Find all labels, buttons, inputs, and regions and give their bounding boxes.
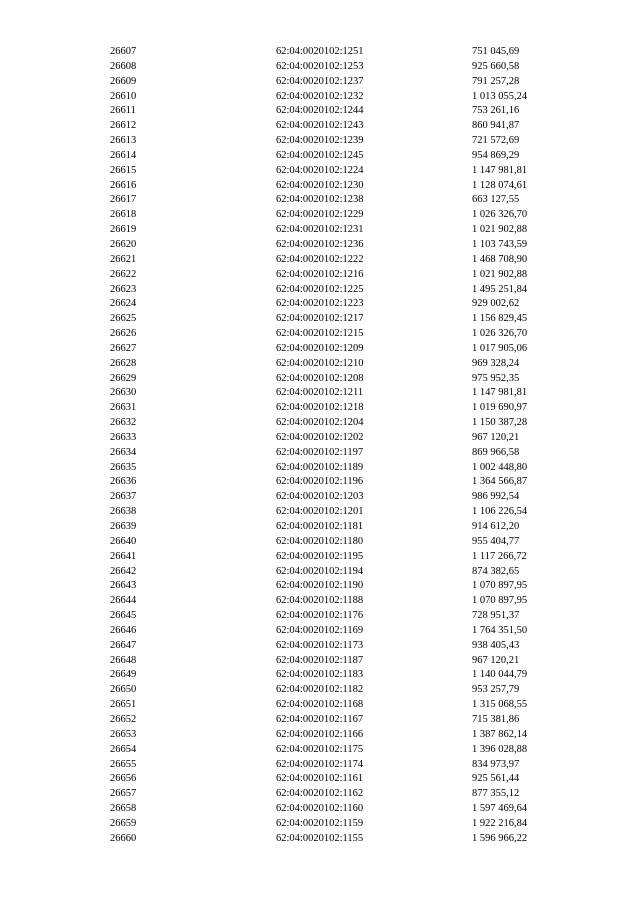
cadastral-value: 953 257,79 xyxy=(472,684,520,696)
cadastral-value: 751 045,69 xyxy=(472,46,520,57)
cadastral-value: 834 973,97 xyxy=(472,758,520,770)
table-row xyxy=(0,624,640,639)
cadastral-value: 925 561,44 xyxy=(472,773,520,785)
cadastral-value: 1 070 897,95 xyxy=(472,595,528,607)
cadastral-value: 715 381,86 xyxy=(472,713,520,725)
cadastral-number: 62:04:0020102:1162 xyxy=(276,788,364,800)
cadastral-value: 869 966,58 xyxy=(472,446,520,458)
cadastral-number: 62:04:0020102:1224 xyxy=(276,164,364,176)
row-number: 26644 xyxy=(110,595,137,607)
cadastral-value: 929 002,62 xyxy=(472,298,520,310)
cadastral-number: 62:04:0020102:1204 xyxy=(276,417,364,429)
row-number: 26657 xyxy=(110,788,137,800)
cadastral-number: 62:04:0020102:1173 xyxy=(276,639,364,651)
cadastral-number: 62:04:0020102:1190 xyxy=(276,580,364,592)
cadastral-number: 62:04:0020102:1244 xyxy=(276,105,364,117)
cadastral-number: 62:04:0020102:1217 xyxy=(276,313,364,325)
cadastral-value: 1 106 226,54 xyxy=(472,506,528,518)
cadastral-number: 62:04:0020102:1188 xyxy=(276,595,364,607)
cadastral-number: 62:04:0020102:1175 xyxy=(276,743,364,755)
cadastral-value: 954 869,29 xyxy=(472,149,520,161)
table-row xyxy=(0,134,640,149)
cadastral-value: 975 952,35 xyxy=(472,372,520,384)
table-row xyxy=(0,342,640,357)
cadastral-number: 62:04:0020102:1229 xyxy=(276,209,364,221)
row-number: 26633 xyxy=(110,431,137,443)
row-number: 26660 xyxy=(110,832,137,844)
table-row xyxy=(0,461,640,476)
cadastral-value: 1 021 902,88 xyxy=(472,268,528,280)
table-row xyxy=(0,668,640,683)
row-number: 26611 xyxy=(110,105,136,117)
table-row xyxy=(0,728,640,743)
row-number: 26637 xyxy=(110,491,137,503)
cadastral-value: 1 147 981,81 xyxy=(472,164,528,176)
row-number: 26620 xyxy=(110,238,137,250)
cadastral-value: 1 764 351,50 xyxy=(472,624,528,636)
cadastral-number: 62:04:0020102:1161 xyxy=(276,773,364,785)
cadastral-value: 1 150 387,28 xyxy=(472,417,528,429)
table-row xyxy=(0,505,640,520)
row-number: 26615 xyxy=(110,164,137,176)
cadastral-number: 62:04:0020102:1230 xyxy=(276,179,364,191)
table-row xyxy=(0,475,640,490)
cadastral-number: 62:04:0020102:1174 xyxy=(276,758,364,770)
row-number: 26607 xyxy=(110,46,137,57)
row-number: 26623 xyxy=(110,283,137,295)
table-row xyxy=(0,179,640,194)
cadastral-number: 62:04:0020102:1182 xyxy=(276,684,364,696)
cadastral-value: 721 572,69 xyxy=(472,135,520,147)
row-number: 26626 xyxy=(110,328,137,340)
cadastral-value: 967 120,21 xyxy=(472,654,520,666)
cadastral-value: 1 026 326,70 xyxy=(472,209,528,221)
table-row xyxy=(0,119,640,134)
row-number: 26629 xyxy=(110,372,137,384)
cadastral-number: 62:04:0020102:1237 xyxy=(276,75,364,87)
row-number: 26622 xyxy=(110,268,137,280)
cadastral-number: 62:04:0020102:1169 xyxy=(276,624,364,636)
cadastral-number: 62:04:0020102:1232 xyxy=(276,90,364,102)
table-row xyxy=(0,238,640,253)
table-row xyxy=(0,357,640,372)
table-row xyxy=(0,164,640,179)
cadastral-number: 62:04:0020102:1245 xyxy=(276,149,364,161)
cadastral-value: 1 117 266,72 xyxy=(472,550,527,562)
row-number: 26618 xyxy=(110,209,137,221)
row-number: 26614 xyxy=(110,149,137,161)
row-number: 26653 xyxy=(110,728,137,740)
row-number: 26609 xyxy=(110,75,137,87)
cadastral-value: 860 941,87 xyxy=(472,120,520,132)
cadastral-number: 62:04:0020102:1196 xyxy=(276,476,364,488)
row-number: 26649 xyxy=(110,669,137,681)
cadastral-value: 1 026 326,70 xyxy=(472,328,528,340)
table-row xyxy=(0,772,640,787)
row-number: 26625 xyxy=(110,313,137,325)
row-number: 26654 xyxy=(110,743,137,755)
cadastral-number: 62:04:0020102:1222 xyxy=(276,253,364,265)
cadastral-value: 1 147 981,81 xyxy=(472,387,528,399)
cadastral-number: 62:04:0020102:1159 xyxy=(276,817,364,829)
table-row xyxy=(0,149,640,164)
cadastral-value: 1 364 566,87 xyxy=(472,476,528,488)
cadastral-number: 62:04:0020102:1209 xyxy=(276,342,364,354)
row-number: 26612 xyxy=(110,120,137,132)
cadastral-number: 62:04:0020102:1253 xyxy=(276,60,364,72)
cadastral-number: 62:04:0020102:1194 xyxy=(276,565,364,577)
table-row xyxy=(0,312,640,327)
cadastral-number: 62:04:0020102:1236 xyxy=(276,238,364,250)
row-number: 26634 xyxy=(110,446,137,458)
cadastral-number: 62:04:0020102:1225 xyxy=(276,283,364,295)
row-number: 26617 xyxy=(110,194,137,206)
row-number: 26650 xyxy=(110,684,137,696)
row-number: 26656 xyxy=(110,773,137,785)
cadastral-value: 1 315 068,55 xyxy=(472,699,528,711)
row-number: 26648 xyxy=(110,654,137,666)
row-number: 26608 xyxy=(110,60,137,72)
cadastral-value: 938 405,43 xyxy=(472,639,520,651)
cadastral-value: 1 495 251,84 xyxy=(472,283,528,295)
row-number: 26640 xyxy=(110,535,137,547)
table-row xyxy=(0,60,640,75)
document-table xyxy=(0,45,640,847)
table-row xyxy=(0,683,640,698)
table-row xyxy=(0,208,640,223)
cadastral-number: 62:04:0020102:1189 xyxy=(276,461,364,473)
cadastral-number: 62:04:0020102:1183 xyxy=(276,669,364,681)
row-number: 26655 xyxy=(110,758,137,770)
cadastral-number: 62:04:0020102:1238 xyxy=(276,194,364,206)
row-number: 26619 xyxy=(110,224,137,236)
cadastral-number: 62:04:0020102:1215 xyxy=(276,328,364,340)
table-row xyxy=(0,743,640,758)
row-number: 26651 xyxy=(110,699,137,711)
table-row xyxy=(0,401,640,416)
cadastral-value: 1 596 966,22 xyxy=(472,832,528,844)
cadastral-value: 663 127,55 xyxy=(472,194,520,206)
cadastral-value: 728 951,37 xyxy=(472,610,520,622)
cadastral-number: 62:04:0020102:1176 xyxy=(276,610,364,622)
cadastral-value: 925 660,58 xyxy=(472,60,520,72)
row-number: 26652 xyxy=(110,713,137,725)
table-row xyxy=(0,446,640,461)
cadastral-number: 62:04:0020102:1187 xyxy=(276,654,364,666)
table-row xyxy=(0,386,640,401)
cadastral-number: 62:04:0020102:1197 xyxy=(276,446,364,458)
cadastral-number: 62:04:0020102:1202 xyxy=(276,431,364,443)
cadastral-number: 62:04:0020102:1216 xyxy=(276,268,364,280)
cadastral-number: 62:04:0020102:1223 xyxy=(276,298,364,310)
cadastral-value: 1 140 044,79 xyxy=(472,669,528,681)
cadastral-value: 1 922 216,84 xyxy=(472,817,528,829)
row-number: 26627 xyxy=(110,342,137,354)
row-number: 26613 xyxy=(110,135,137,147)
row-number: 26636 xyxy=(110,476,137,488)
row-number: 26646 xyxy=(110,624,137,636)
cadastral-number: 62:04:0020102:1167 xyxy=(276,713,364,725)
table-row xyxy=(0,431,640,446)
row-number: 26621 xyxy=(110,253,137,265)
table-row xyxy=(0,802,640,817)
cadastral-number: 62:04:0020102:1168 xyxy=(276,699,364,711)
table-row xyxy=(0,490,640,505)
cadastral-number: 62:04:0020102:1218 xyxy=(276,402,364,414)
table-row xyxy=(0,609,640,624)
row-number: 26638 xyxy=(110,506,137,518)
row-number: 26647 xyxy=(110,639,137,651)
table-row xyxy=(0,520,640,535)
cadastral-number: 62:04:0020102:1166 xyxy=(276,728,364,740)
cadastral-number: 62:04:0020102:1160 xyxy=(276,803,364,815)
cadastral-number: 62:04:0020102:1195 xyxy=(276,550,364,562)
table-row xyxy=(0,45,640,60)
cadastral-value: 986 992,54 xyxy=(472,491,520,503)
row-number: 26643 xyxy=(110,580,137,592)
table-row xyxy=(0,372,640,387)
table-row xyxy=(0,223,640,238)
cadastral-value: 1 013 055,24 xyxy=(472,90,528,102)
row-number: 26659 xyxy=(110,817,137,829)
cadastral-value: 914 612,20 xyxy=(472,521,520,532)
row-number: 26632 xyxy=(110,417,137,429)
row-number: 26616 xyxy=(110,179,137,191)
table-row xyxy=(0,787,640,802)
table-row xyxy=(0,268,640,283)
cadastral-value: 874 382,65 xyxy=(472,565,520,577)
table-row xyxy=(0,758,640,773)
cadastral-value: 1 396 028,88 xyxy=(472,743,528,755)
cadastral-value: 1 019 690,97 xyxy=(472,402,528,414)
row-number: 26610 xyxy=(110,90,137,102)
cadastral-number: 62:04:0020102:1231 xyxy=(276,224,364,236)
table-row xyxy=(0,654,640,669)
cadastral-value: 1 017 905,06 xyxy=(472,342,528,354)
row-number: 26639 xyxy=(110,521,137,532)
cadastral-number: 62:04:0020102:1243 xyxy=(276,120,364,132)
cadastral-value: 1 597 469,64 xyxy=(472,803,528,815)
table-row xyxy=(0,75,640,90)
row-number: 26631 xyxy=(110,402,137,414)
table-row xyxy=(0,535,640,550)
cadastral-number: 62:04:0020102:1251 xyxy=(276,46,364,57)
table-row xyxy=(0,698,640,713)
cadastral-number: 62:04:0020102:1201 xyxy=(276,506,364,518)
cadastral-value: 791 257,28 xyxy=(472,75,520,87)
cadastral-number: 62:04:0020102:1203 xyxy=(276,491,364,503)
table-row xyxy=(0,104,640,119)
table-row xyxy=(0,594,640,609)
row-number: 26642 xyxy=(110,565,137,577)
cadastral-value: 753 261,16 xyxy=(472,105,520,117)
cadastral-value: 1 103 743,59 xyxy=(472,238,528,250)
cadastral-value: 967 120,21 xyxy=(472,431,520,443)
table-row xyxy=(0,713,640,728)
cadastral-number: 62:04:0020102:1208 xyxy=(276,372,364,384)
table-row xyxy=(0,550,640,565)
table-row xyxy=(0,90,640,105)
row-number: 26624 xyxy=(110,298,137,310)
cadastral-value: 1 002 448,80 xyxy=(472,461,528,473)
cadastral-value: 1 070 897,95 xyxy=(472,580,528,592)
table-row xyxy=(0,832,640,847)
cadastral-number: 62:04:0020102:1181 xyxy=(276,521,364,532)
cadastral-number: 62:04:0020102:1239 xyxy=(276,135,364,147)
table-row xyxy=(0,283,640,298)
cadastral-value: 1 021 902,88 xyxy=(472,224,528,236)
table-row xyxy=(0,327,640,342)
table-row xyxy=(0,416,640,431)
cadastral-value: 1 128 074,61 xyxy=(472,179,528,191)
row-number: 26630 xyxy=(110,387,137,399)
table-row xyxy=(0,579,640,594)
cadastral-number: 62:04:0020102:1155 xyxy=(276,832,364,844)
cadastral-value: 969 328,24 xyxy=(472,357,520,369)
cadastral-number: 62:04:0020102:1210 xyxy=(276,357,364,369)
row-number: 26641 xyxy=(110,550,137,562)
cadastral-number: 62:04:0020102:1211 xyxy=(276,387,364,399)
row-number: 26628 xyxy=(110,357,137,369)
table-row xyxy=(0,565,640,580)
table-row xyxy=(0,297,640,312)
cadastral-value: 1 156 829,45 xyxy=(472,313,528,325)
table-row xyxy=(0,193,640,208)
table-row xyxy=(0,639,640,654)
cadastral-value: 955 404,77 xyxy=(472,535,520,547)
table-row xyxy=(0,817,640,832)
cadastral-value: 1 468 708,90 xyxy=(472,253,528,265)
cadastral-value: 1 387 862,14 xyxy=(472,728,528,740)
cadastral-value: 877 355,12 xyxy=(472,788,520,800)
table-row xyxy=(0,253,640,268)
row-number: 26645 xyxy=(110,610,137,622)
cadastral-number: 62:04:0020102:1180 xyxy=(276,535,364,547)
row-number: 26658 xyxy=(110,803,137,815)
row-number: 26635 xyxy=(110,461,137,473)
